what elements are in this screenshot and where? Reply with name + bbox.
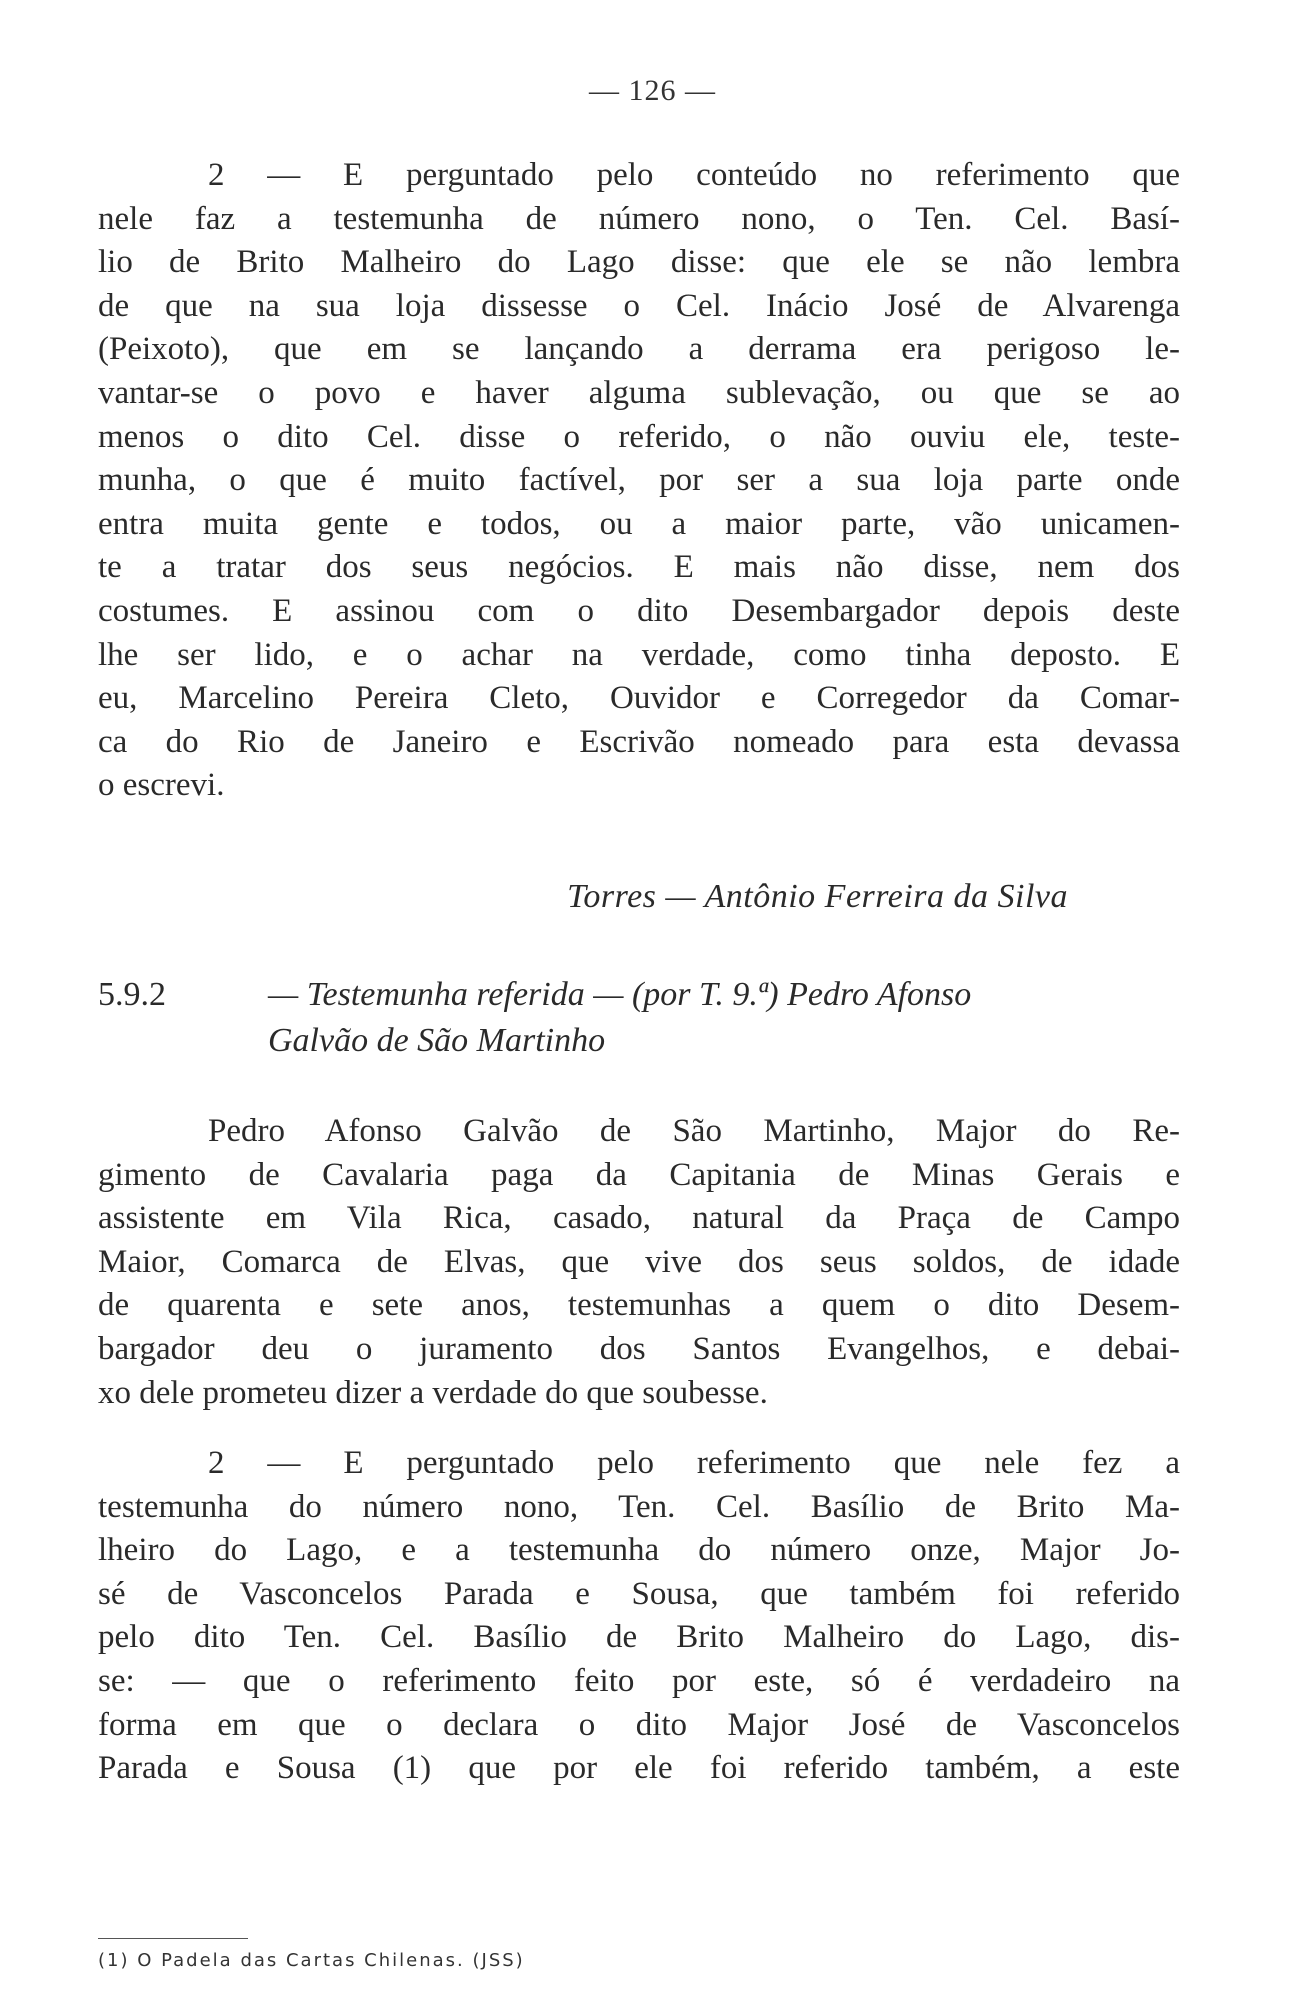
text-line: ca do Rio de Janeiro e Escrivão nomeado para esta devassa: [98, 723, 1180, 760]
paragraph-witness-intro: [98, 1110, 1180, 1415]
text-line: te a tratar dos seus negócios. E mais não disse, nem dos: [98, 549, 1180, 586]
section-heading: [98, 972, 1198, 1064]
text-line: 2 — E perguntado pelo referimento que nele fez a: [208, 1445, 1180, 1481]
footnote: (1) O Padela das Cartas Chilenas. (JSS): [98, 1950, 525, 1971]
text-line: vantar-se o povo e haver alguma sublevação, ou que se ao: [98, 374, 1180, 411]
text-line: de quarenta e sete anos, testemunhas a quem o dito Desem-: [98, 1287, 1180, 1324]
text-line: Parada e Sousa (1) que por ele foi referido também, a este: [98, 1750, 1180, 1787]
footnote-divider: [98, 1938, 248, 1939]
text-line: assistente em Vila Rica, casado, natural da Praça de Campo: [98, 1200, 1180, 1237]
paragraph-testimony-1: [98, 154, 1180, 808]
section-title-line-1: — Testemunha referida — (por T. 9.ª) Pedro Afonso: [268, 976, 972, 1013]
text-line: testemunha do número nono, Ten. Cel. Basílio de Brito Ma-: [98, 1488, 1180, 1525]
text-line: forma em que o declara o dito Major José de Vasconcelos: [98, 1706, 1180, 1743]
text-line: eu, Marcelino Pereira Cleto, Ouvidor e Corregedor da Comar-: [98, 680, 1180, 717]
text-line: menos o dito Cel. disse o referido, o não ouviu ele, teste-: [98, 418, 1180, 455]
signature-line: Torres — Antônio Ferreira da Silva: [567, 878, 1068, 915]
text-line: pelo dito Ten. Cel. Basílio de Brito Malheiro do Lago, dis-: [98, 1619, 1180, 1656]
text-line: nele faz a testemunha de número nono, o Ten. Cel. Basí-: [98, 200, 1180, 237]
section-title-line-2: Galvão de São Martinho: [268, 1022, 606, 1059]
paragraph-testimony-2: [98, 1442, 1180, 1791]
section-number: 5.9.2: [98, 976, 166, 1013]
text-line: sé de Vasconcelos Parada e Sousa, que também foi referido: [98, 1575, 1180, 1612]
text-line: o escrevi.: [98, 767, 225, 804]
page-number: — 126 —: [589, 74, 716, 107]
text-line: bargador deu o juramento dos Santos Evangelhos, e debai-: [98, 1330, 1180, 1367]
text-line: lio de Brito Malheiro do Lago disse: que ele se não lembra: [98, 244, 1180, 281]
text-line: munha, o que é muito factível, por ser a sua loja parte onde: [98, 462, 1180, 499]
text-line: de que na sua loja dissesse o Cel. Inácio José de Alvarenga: [98, 287, 1180, 324]
text-line: Pedro Afonso Galvão de São Martinho, Major do Re-: [208, 1113, 1180, 1149]
text-line: costumes. E assinou com o dito Desembargador depois deste: [98, 592, 1180, 629]
text-line: (Peixoto), que em se lançando a derrama era perigoso le-: [98, 331, 1180, 368]
text-line: se: — que o referimento feito por este, só é verdadeiro na: [98, 1662, 1180, 1699]
text-line: lhe ser lido, e o achar na verdade, como tinha deposto. E: [98, 636, 1180, 673]
text-line: xo dele prometeu dizer a verdade do que soubesse.: [98, 1374, 768, 1411]
text-line: gimento de Cavalaria paga da Capitania de Minas Gerais e: [98, 1156, 1180, 1193]
text-line: 2 — E perguntado pelo conteúdo no referimento que: [208, 157, 1180, 193]
text-line: Maior, Comarca de Elvas, que vive dos seus soldos, de idade: [98, 1243, 1180, 1280]
text-line: lheiro do Lago, e a testemunha do número onze, Major Jo-: [98, 1532, 1180, 1569]
text-line: entra muita gente e todos, ou a maior parte, vão unicamen-: [98, 505, 1180, 542]
